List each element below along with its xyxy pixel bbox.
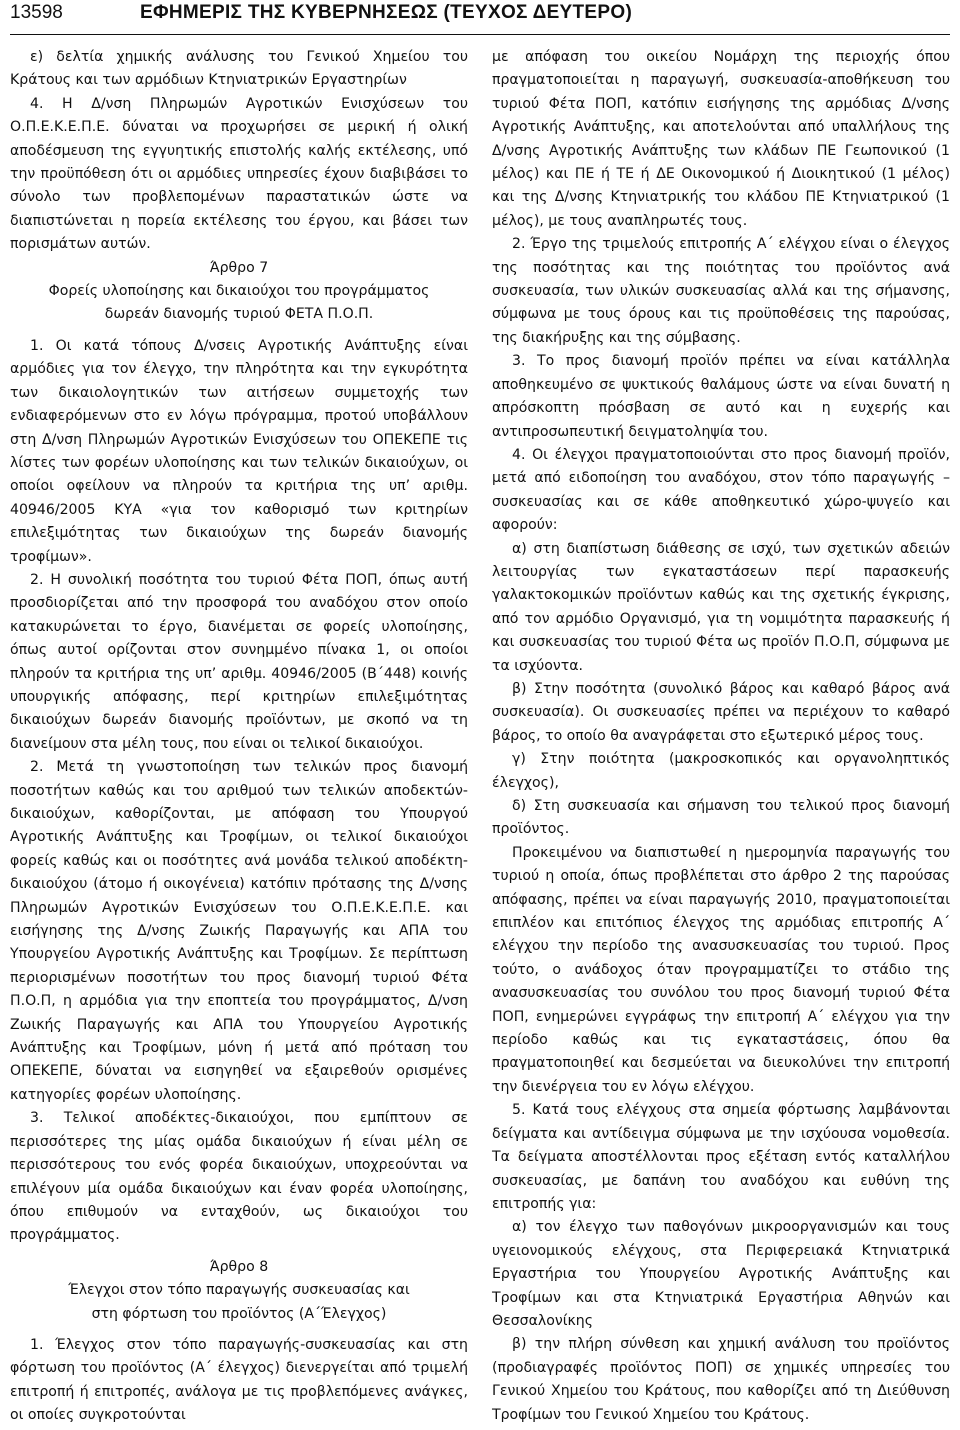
- paragraph: α) τον έλεγχο των παθογόνων μικροοργανισμών και τους υγειονομικούς ελέγχους, στα Περιφερειακά Κτηνιατρικά Εργαστήρια του Υπουργείου Αγροτικής Ανάπτυξης και Τροφίμων και στα Κτηνιατρικά Εργαστήρια Αθηνών και Θεσσαλονίκης: [492, 1219, 950, 1329]
- paragraph: 1. Οι κατά τόπους Δ/νσεις Αγροτικής Ανάπτυξης είναι αρμόδιες για τον έλεγχο, την πληρότητα και την εγκυρότητα των δικαιολογητικών των αιτήσεων συμμετοχής των ενδιαφερόμενων στο εν λόγω πρόγραμμα, προτού υποβάλλουν στη Δ/νση Πληρωμών Αγροτικών Ενισχύσεων του ΟΠΕΚΕΠΕ τις λίστες των φορέων υλοποίησης και των τελικών δικαιούχων, οι οποίοι οφείλουν να πληρούν τα κριτήρια της υπ’ αριθμ. 40946/2005 ΚΥΑ «για τον καθορισμό των κριτηρίων επιλεξιμότητας των δικαιούχων της δωρεάν διανομής τροφίμων».: [10, 337, 468, 565]
- gazette-title: ΕΦΗΜΕΡΙΣ ΤΗΣ ΚΥΒΕΡΝΗΣΕΩΣ (ΤΕΥΧΟΣ ΔΕΥΤΕΡΟ): [140, 2, 633, 23]
- paragraph: 2. Έργο της τριμελούς επιτροπής Α΄ ελέγχου είναι ο έλεγχος της ποσότητας και της ποιότητας του προϊόντος ανά συσκευασία, των υλικών συσκευασίας αλλά και της σήμανσης, σύμφωνα με τους όρους και τις προϋποθέσεις της παρούσας, της διακήρυξης και της σύμβασης.: [492, 236, 950, 346]
- article-7-subtitle: δωρεάν διανομής τυριού ΦΕΤΑ Π.Ο.Π.: [104, 306, 374, 323]
- article-8-subtitle: Έλεγχοι στον τόπο παραγωγής συσκευασίας και: [68, 1282, 410, 1299]
- paragraph: με απόφαση του οικείου Νομάρχη της περιοχής όπου πραγματοποιείται η παραγωγή, συσκευασία-αποθήκευση του τυριού Φέτα ΠΟΠ, κατόπιν εισήγησης της αρμόδιας Δ/νσης Αγροτικής Ανάπτυξης, και αποτελούνται από υπαλλήλους της Δ/νσης Αγροτικής Ανάπτυξης των κλάδων ΠΕ Γεωπονικού (1 μέλος) και ΠΕ ή ΤΕ ή ΔΕ Οικονομικού ή Διοικητικού (1 μέλος) και της Δ/νσης Κτηνιατρικής του κλάδου ΠΕ Κτηνιατρικού (1 μέλος), με τους αναπληρωτές τους.: [492, 49, 950, 229]
- text-columns: [10, 46, 950, 1428]
- paragraph: 2. Μετά τη γνωστοποίηση των τελικών προς διανομή ποσοτήτων καθώς και του αριθμού των τελικών αποδεκτών-δικαιούχων, καθορίζονται, με απόφαση του Υπουργού Αγροτικής Ανάπτυξης και Τροφίμων, οι τελικοί δικαιούχοι φορείς καθώς και οι ποσότητες ανά μονάδα τελικού αποδέκτη-δικαιούχου (άτομο ή οικογένεια) κατόπιν πρότασης της Δ/νσης Πληρωμών Αγροτικών Ενισχύσεων του Ο.Π.Ε.Κ.Ε.Π.Ε. και εισήγησης της Δ/νσης Ζωικής Παραγωγής και ΑΠΑ του Υπουργείου Αγροτικής Ανάπτυξης και Τροφίμων. Σε περίπτωση περιορισμένων ποσοτήτων του προς διανομή τυριού Φέτα Π.Ο.Π, η αρμόδια για την εποπτεία του προγράμματος, Δ/νση Ζωικής Παραγωγής και ΑΠΑ του Υπουργείου Αγροτικής Ανάπτυξης και Τροφίμων, μόνη ή μετά από πρόταση του ΟΠΕΚΕΠΕ, δύναται να εισηγηθεί να εξαιρεθούν ορισμένες κατηγορίες φορέων υλοποίησης.: [10, 759, 468, 1103]
- article-8-subtitle: στη φόρτωση του προϊόντος (Α΄Έλεγχος): [91, 1305, 387, 1322]
- page-number: 13598: [10, 2, 63, 23]
- paragraph: Προκειμένου να διαπιστωθεί η ημερομηνία παραγωγής του τυριού η οποία, όπως προβλέπεται στο άρθρο 2 της παρούσας απόφασης, πρέπει να είναι παραγωγής 2010, πραγματοποιείται επιπλέον και επιτόπιος έλεγχος της αρμόδιας επιτροπής Α΄ ελέγχου την περίοδο της ανασυσκευασίας του τυριού. Προς τούτο, ο ανάδοχος όταν προγραμματίζει το στάδιο της ανασυσκευασίας του συνόλου του προς διανομή τυριού Φέτα ΠΟΠ, ενημερώνει εγγράφως την επιτροπή Α΄ ελέγχου για την περίοδο καθώς και τις εγκαταστάσεις, όπου θα πραγματοποιηθεί και δεσμεύεται να διευκολύνει την επιτροπή την διενέργεια του εν λόγω ελέγχου.: [492, 844, 950, 1095]
- right-column: [492, 46, 950, 1428]
- page-header: [10, 0, 950, 32]
- paragraph: 3. Τελικοί αποδέκτες-δικαιούχοι, που εμπίπτουν σε περισσότερες της μίας ομάδα δικαιούχων ή είναι μέλη σε περισσότερους του ενός φορέα δικαιούχων, υποχρεούνται να επιλέγουν μία ομάδα δικαιούχων και έναν φορέα υλοποίησης, όπου επιθυμούν να ενταχθούν, ως δικαιούχοι του προγράμματος.: [10, 1110, 468, 1244]
- paragraph: δ) Στη συσκευασία και σήμανση του τελικού προς διανομή προϊόντος.: [492, 798, 950, 838]
- paragraph: γ) Στην ποιότητα (μακροσκοπικός και οργανοληπτικός έλεγχος),: [492, 751, 950, 791]
- article-8-title: Άρθρο 8: [209, 1258, 269, 1275]
- paragraph: ε) δελτία χημικής ανάλυσης του Γενικού Χημείου του Κράτους και των αρμόδιων Κτηνιατρικών Εργαστηρίων: [10, 49, 468, 89]
- paragraph: α) στη διαπίστωση διάθεσης σε ισχύ, των σχετικών αδειών λειτουργίας των εγκαταστάσεων περί παρασκευής γαλακτοκομικών προϊόντων καθώς και της σχετικής έγκρισης, από τον αρμόδιο Οργανισμό, για τη νομιμότητα παρασκευής ή και συσκευασίας του τυριού Φέτα ως προϊόν Π.Ο.Π, σύμφωνα με τα ισχύοντα.: [492, 540, 950, 674]
- article-7-subtitle: Φορείς υλοποίησης και δικαιούχοι του προγράμματος: [48, 283, 430, 300]
- paragraph: 4. Οι έλεγχοι πραγματοποιούνται στο προς διανομή προϊόν, μετά από ειδοποίηση του αναδόχου, στον τόπο παραγωγής – συσκευασίας και σε κάθε αποθηκευτικό χώρο-ψυγείο και αφορούν:: [492, 446, 950, 534]
- paragraph: 1. Έλεγχος στον τόπο παραγωγής-συσκευασίας και στη φόρτωση του προϊόντος (Α΄ έλεγχος) διενεργείται από τριμελή επιτροπή ή επιτροπές, ανάλογα με τις προβλεπόμενες ανάγκες, οι οποίες συγκροτούνται: [10, 1336, 468, 1424]
- paragraph: 5. Κατά τους ελέγχους στα σημεία φόρτωσης λαμβάνονται δείγματα και αντίδειγμα σύμφωνα με την ισχύουσα νομοθεσία. Τα δείγματα αποστέλλονται προς εξέταση εντός καταλλήλου συσκευασίας, με δαπάνη του αναδόχου και ευθύνη της επιτροπής για:: [492, 1102, 950, 1212]
- paragraph: 4. Η Δ/νση Πληρωμών Αγροτικών Ενισχύσεων του Ο.Π.Ε.Κ.Ε.Π.Ε. δύναται να προχωρήσει σε μερική ή ολική αποδέσμευση της εγγυητικής επιστολής καλής εκτέλεσης, υπό την προϋπόθεση ότι οι αρμόδιες υπηρεσίες έχουν διαβιβάσει το σύνολο των προβλεπομένων παραστατικών ώστε να διαπιστώνεται η πορεία εκτέλεσης του έργου, και βάσει των πορισμάτων αυτών.: [10, 95, 468, 253]
- header-rule: [10, 34, 950, 35]
- paragraph: 3. Το προς διανομή προϊόν πρέπει να είναι κατάλληλα αποθηκευμένο σε ψυκτικούς θαλάμους ώστε να είναι δυνατή η απρόσκοπτη πρόσβαση σε αυτό και η ευχερής και αντιπροσωπευτική δειγματοληψία του.: [492, 353, 950, 440]
- paragraph: β) την πλήρη σύνθεση και χημική ανάλυση του προϊόντος (προδιαγραφές προϊόντος ΠΟΠ) σε χημικές υπηρεσίες του Γενικού Χημείου του Κράτους, που καθορίζει από τη Διεύθυνση Τροφίμων του Γενικού Χημείου του Κράτους.: [492, 1336, 950, 1423]
- left-column: [10, 46, 468, 1428]
- paragraph: β) Στην ποσότητα (συνολικό βάρος και καθαρό βάρος ανά συσκευασία). Οι συσκευασίες πρέπει να περιέχουν το καθαρό βάρος, το οποίο θα αναγράφεται στο εξωτερικό μέρος τους.: [492, 680, 950, 744]
- article-7-title: Άρθρο 7: [209, 259, 269, 276]
- paragraph: 2. Η συνολική ποσότητα του τυριού Φέτα ΠΟΠ, όπως αυτή προσδιορίζεται από την προσφορά του αναδόχου στον οποίο κατακυρώνεται το έργο, διανέμεται σε φορείς υλοποίησης, όπως αυτοί ορίζονται στον συνημμένο πίνακα 1, οι οποίοι πληρούν τα κριτήρια της υπ’ αριθμ. 40946/2005 (Β΄448) κοινής υπουργικής απόφασης, περί κριτηρίων επιλεξιμότητας δικαιούχων δωρεάν διανομής προϊόντων, με σκοπό να τη διανείμουν στα μέλη τους, που είναι οι τελικοί δικαιούχοι.: [10, 571, 468, 752]
